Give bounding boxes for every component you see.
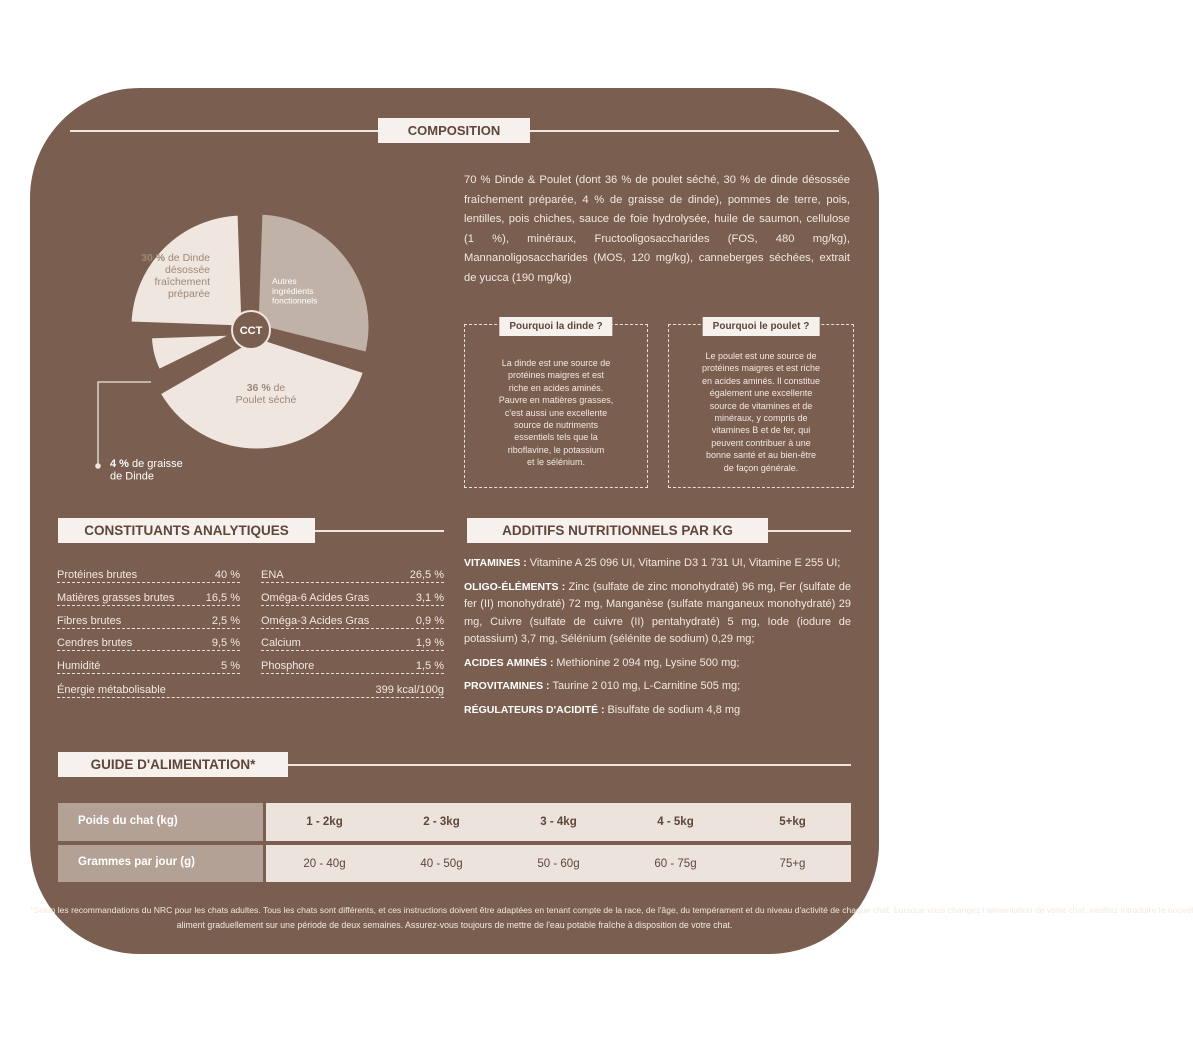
- pie-label-1: Autres ingrédients fonctionnels: [272, 276, 318, 306]
- grams-cell: 40 - 50g: [420, 857, 463, 870]
- why-text-line: protéines maigres et est riche: [701, 363, 821, 374]
- ingredient-pie-chart: [30, 178, 450, 498]
- additives-title: ADDITIFS NUTRITIONNELS PAR KG: [467, 518, 768, 543]
- additive-text: Zinc (sulfate de zinc monohydraté) 96 mg, Fer (sulfate de fer (II) monohydraté) 72 mg, Manganèse (sulfate manganeux monohydraté) 29 mg, Cuivre (sulfate de cuivre (II) pentahydraté) 5 mg, Iode (iodure de potassium) 3,7 mg, Sélénium (sélénite de sodium) 0,29 mg;: [464, 580, 851, 645]
- additive-label: VITAMINES :: [464, 557, 530, 569]
- graisse-leader-dot: [95, 463, 101, 469]
- analytical-value: 0,9 %: [415, 614, 444, 627]
- why-text-line: source de nutriments: [513, 420, 599, 431]
- additive-item: [464, 702, 851, 720]
- footnote-line-2: aliment graduellement sur une période de deux semaines. Assurez-vous toujours de mettre de l'eau potable fraîche à disposition de votre chat.: [176, 920, 733, 930]
- analytical-row: [261, 660, 444, 674]
- analytical-row: [261, 637, 444, 651]
- why-text-line: source de vitamines et de: [709, 400, 813, 411]
- why-text-line: riche en acides aminés.: [508, 382, 604, 393]
- analytical-name: Oméga-3 Acides Gras: [261, 614, 370, 627]
- pie-label-3: 4 % de graisse de Dinde: [110, 458, 183, 483]
- pie-label-2: 36 % de Poulet séché: [235, 382, 297, 407]
- analytical-divider: [315, 530, 444, 532]
- footnote-line-1: *Selon les recommandations du NRC pour les chats adultes. Tous les chats sont différents, et ces instructions doivent être adaptées en tenant compte de la race, de l'âge, du tempérament et du niveau d'activité de chaque chat. Lorsque vous changez l'alimentation de votre chat, veuillez introduire le nouvel: [30, 905, 1193, 915]
- why-text-line: peuvent contribuer à une: [711, 437, 811, 448]
- analytical-name: ENA: [261, 569, 284, 581]
- weight-cell: 5+kg: [779, 816, 806, 828]
- composition-text: 70 % Dinde & Poulet (dont 36 % de poulet séché, 30 % de dinde désossée fraîchement préparée, 4 % de graisse de dinde), pommes de terre, pois, lentilles, pois chiches, sauce de foie hydrolysée, huile de saumon, cellulose (1 %), minéraux, Fructooligosaccharides (FOS, 480 mg/kg), Mannanoligosaccharides (MOS, 120 mg/kg), canneberges séchées, extrait de yucca (190 mg/kg): [464, 174, 850, 284]
- analytical-value: 5 %: [221, 660, 240, 673]
- analytical-title: CONSTITUANTS ANALYTIQUES: [58, 518, 315, 543]
- grams-cell: 50 - 60g: [537, 857, 580, 870]
- why-turkey-title: Pourquoi la dinde ?: [499, 317, 612, 336]
- analytical-value: 40 %: [214, 569, 240, 581]
- energy-row: [57, 684, 444, 698]
- graisse-leader-line: [98, 382, 151, 466]
- product-info-card: [30, 88, 1193, 954]
- analytical-row: [57, 615, 240, 629]
- why-text-line: c'est aussi une excellente: [504, 407, 608, 418]
- additive-item: [464, 579, 851, 649]
- why-text-line: de façon générale.: [723, 462, 799, 473]
- why-text-line: Le poulet est une source de: [705, 351, 817, 361]
- analytical-value: 2,5 %: [211, 614, 240, 627]
- weight-cell: 1 - 2kg: [306, 816, 343, 828]
- energy-label: Énergie métabolisable: [57, 684, 166, 696]
- additive-label: PROVITAMINES :: [464, 680, 553, 692]
- grams-cell: 60 - 75g: [654, 857, 697, 870]
- weight-cell: 2 - 3kg: [423, 816, 460, 828]
- additive-text: Bisulfate de sodium 4,8 mg: [607, 703, 741, 716]
- why-text-line: minéraux, y compris de: [714, 413, 808, 424]
- why-chicken-text: [669, 350, 853, 474]
- additives-list: [464, 555, 851, 725]
- analytical-row: [57, 592, 240, 606]
- feeding-divider: [288, 764, 851, 766]
- analytical-value: 16,5 %: [205, 591, 240, 604]
- analytical-value: 1,9 %: [415, 637, 444, 650]
- grams-cell: 20 - 40g: [303, 857, 346, 870]
- weight-row-label: Poids du chat (kg): [78, 815, 178, 827]
- composition-title: COMPOSITION: [378, 118, 530, 143]
- additives-divider: [768, 530, 851, 532]
- analytical-name: Humidité: [57, 660, 101, 673]
- weight-cell: 4 - 5kg: [657, 816, 694, 828]
- why-chicken-box: [668, 321, 854, 488]
- additive-label: ACIDES AMINÉS :: [464, 656, 557, 669]
- additive-item: [464, 678, 851, 696]
- additive-item: [464, 555, 851, 573]
- why-text-line: en acides aminés. Il constitue: [701, 375, 821, 386]
- analytical-value: 26,5 %: [409, 569, 444, 581]
- why-chicken-title: Pourquoi le poulet ?: [703, 317, 820, 336]
- analytical-name: Oméga-6 Acides Gras: [261, 591, 370, 604]
- why-turkey-text: [465, 357, 647, 469]
- analytical-name: Calcium: [261, 637, 301, 650]
- grams-row-label: Grammes par jour (g): [78, 856, 195, 868]
- analytical-value: 9,5 %: [211, 637, 240, 650]
- analytical-name: Cendres brutes: [57, 637, 133, 650]
- grams-cell: 75+g: [779, 857, 806, 870]
- analytical-row: [57, 660, 240, 674]
- why-turkey-box: [464, 321, 648, 488]
- why-text-line: La dinde est une source de: [501, 358, 611, 368]
- additive-text: Vitamine A 25 096 UI, Vitamine D3 1 731 UI, Vitamine E 255 UI;: [529, 557, 841, 569]
- analytical-value: 1,5 %: [415, 660, 444, 673]
- why-text-line: riboflavine, le potassium: [507, 444, 605, 455]
- analytical-name: Matières grasses brutes: [57, 591, 175, 604]
- additive-label: OLIGO-ÉLÉMENTS :: [464, 580, 569, 593]
- additive-item: [464, 655, 851, 673]
- energy-value: 399 kcal/100g: [375, 684, 444, 696]
- additive-text: Taurine 2 010 mg, L-Carnitine 505 mg;: [552, 680, 741, 692]
- weight-cell: 3 - 4kg: [540, 816, 577, 828]
- why-text-line: bonne santé et au bien-être: [705, 450, 817, 461]
- why-text-line: protéines maigres et est: [507, 370, 605, 381]
- analytical-row: [261, 592, 444, 606]
- additive-label: RÉGULATEURS D'ACIDITÉ :: [464, 703, 608, 716]
- analytical-row: [57, 569, 240, 583]
- why-text-line: essentiels tels que la: [514, 432, 598, 443]
- analytical-row: [57, 637, 240, 651]
- why-text-line: vitamines B et de fer, qui: [711, 425, 811, 436]
- pie-center-label: CCT: [239, 325, 263, 337]
- analytical-row: [261, 569, 444, 583]
- why-text-line: Pauvre en matières grasses,: [498, 395, 614, 406]
- analytical-name: Protéines brutes: [57, 569, 138, 581]
- pie-label-0: 30 % de Dinde désossée fraîchement préparée: [141, 252, 210, 301]
- analytical-value: 3,1 %: [415, 591, 444, 604]
- feeding-table: [58, 803, 851, 882]
- feeding-title: GUIDE D'ALIMENTATION*: [58, 752, 288, 777]
- composition-divider-left: [70, 130, 378, 132]
- analytical-name: Fibres brutes: [57, 614, 122, 627]
- why-text-line: également une excellente: [709, 388, 813, 399]
- analytical-row: [261, 615, 444, 629]
- why-text-line: et le sélénium.: [526, 457, 586, 468]
- analytical-name: Phosphore: [261, 660, 315, 673]
- additive-text: Methionine 2 094 mg, Lysine 500 mg;: [556, 656, 740, 669]
- composition-divider-right: [530, 130, 839, 132]
